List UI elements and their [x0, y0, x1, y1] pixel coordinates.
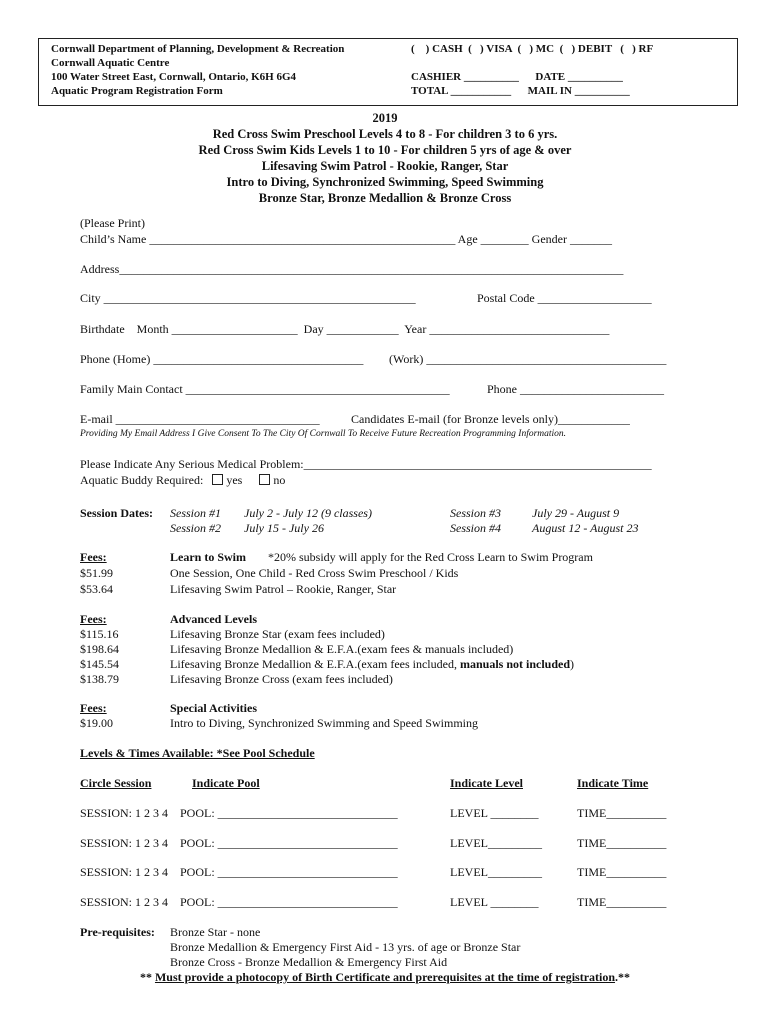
time-field[interactable]: TIME__________ — [577, 836, 667, 850]
col-indicate-level: Indicate Level — [450, 776, 523, 790]
session-3-label: Session #3 — [450, 506, 501, 520]
fees-label-2: Fees: — [80, 612, 107, 626]
level-field[interactable]: LEVEL_________ — [450, 865, 542, 879]
session-select[interactable]: SESSION: 1 2 3 4 — [80, 836, 169, 850]
form-name: Aquatic Program Registration Form — [51, 85, 223, 97]
note-suffix: .** — [615, 970, 631, 984]
session-select[interactable]: SESSION: 1 2 3 4 — [80, 895, 169, 909]
level-field[interactable]: LEVEL ________ — [450, 895, 539, 909]
fee-description: Intro to Diving, Synchronized Swimming and Speed Swimming — [170, 716, 478, 730]
prerequisite-item: Bronze Star - none — [170, 925, 261, 939]
session-select[interactable]: SESSION: 1 2 3 4 — [80, 865, 169, 879]
session-3-dates: July 29 - August 9 — [532, 506, 620, 520]
manuals-not-included: manuals not included — [459, 657, 571, 671]
child-name-field[interactable]: Child’s Name ___________________________________________________ Age ________ Gender _______ — [80, 232, 612, 246]
advanced-levels-heading: Advanced Levels — [170, 612, 257, 626]
prerequisite-item: Bronze Cross - Bronze Medallion & Emergency First Aid — [170, 955, 448, 969]
fee-price: $53.64 — [80, 582, 113, 596]
time-field[interactable]: TIME__________ — [577, 895, 667, 909]
fee-price: $115.16 — [80, 627, 119, 641]
fee-description-part: ) — [570, 657, 575, 671]
org-name: Cornwall Department of Planning, Development & Recreation — [51, 43, 345, 55]
col-indicate-time: Indicate Time — [577, 776, 649, 790]
col-circle-session: Circle Session — [80, 776, 152, 790]
note-prefix: ** — [139, 970, 155, 984]
session-4-label: Session #4 — [450, 521, 501, 535]
please-print-note: (Please Print) — [80, 216, 145, 230]
facility-name: Cornwall Aquatic Centre — [51, 57, 170, 69]
session-1-label: Session #1 — [170, 506, 221, 520]
office-use-block — [411, 42, 653, 98]
col-indicate-pool: Indicate Pool — [192, 776, 260, 790]
medical-problem-field[interactable]: Please Indicate Any Serious Medical Problem:__________________________________________________________ — [80, 457, 652, 471]
fee-price: $145.54 — [80, 657, 119, 671]
organization-block — [51, 42, 344, 98]
address-line: 100 Water Street East, Cornwall, Ontario, K6H 6G4 — [51, 71, 297, 83]
email-consent-note: Providing My Email Address I Give Consent To The City Of Cornwall To Receive Future Recreation Programming Information. — [80, 429, 567, 439]
total-mail-fields[interactable]: TOTAL ___________ MAIL IN __________ — [411, 85, 630, 97]
pool-field[interactable]: POOL: ______________________________ — [180, 865, 398, 879]
phone-home-field[interactable]: Phone (Home) ___________________________________ — [80, 352, 364, 366]
subsidy-note: *20% subsidy will apply for the Red Cross Learn to Swim Program — [268, 550, 593, 564]
session-2-label: Session #2 — [170, 521, 221, 535]
prerequisites-label: Pre-requisites: — [80, 925, 155, 939]
fee-description: Lifesaving Bronze Star (exam fees included) — [170, 627, 385, 641]
program-title-block — [0, 110, 770, 206]
program-line-3: Lifesaving Swim Patrol - Rookie, Ranger, Star — [261, 159, 509, 173]
fee-description: Lifesaving Bronze Cross (exam fees included) — [170, 672, 393, 686]
buddy-yes-label: yes — [226, 473, 243, 487]
fees-label-3: Fees: — [80, 701, 107, 715]
session-select[interactable]: SESSION: 1 2 3 4 — [80, 806, 169, 820]
candidates-email-field[interactable]: Candidates E-mail (for Bronze levels only)____________ — [351, 412, 630, 426]
fee-price: $138.79 — [80, 672, 119, 686]
fee-description: Lifesaving Swim Patrol – Rookie, Ranger, Star — [170, 582, 397, 596]
email-field[interactable]: E-mail __________________________________ — [80, 412, 320, 426]
time-field[interactable]: TIME__________ — [577, 806, 667, 820]
program-line-4: Intro to Diving, Synchronized Swimming, Speed Swimming — [226, 175, 544, 189]
payment-options[interactable]: ( ) CASH ( ) VISA ( ) MC ( ) DEBIT ( ) RF — [411, 43, 654, 55]
session-2-dates: July 15 - July 26 — [244, 521, 324, 535]
family-phone-field[interactable]: Phone ________________________ — [487, 382, 664, 396]
pool-field[interactable]: POOL: ______________________________ — [180, 806, 398, 820]
levels-times-heading: Levels & Times Available: *See Pool Schedule — [80, 746, 315, 760]
city-field[interactable]: City ____________________________________________________ — [80, 291, 416, 305]
aquatic-buddy-row — [80, 473, 285, 488]
header-box — [38, 38, 738, 106]
fees-label-1: Fees: — [80, 550, 107, 564]
address-field[interactable]: Address____________________________________________________________________________________ — [80, 262, 624, 276]
learn-to-swim-heading: Learn to Swim — [170, 550, 246, 564]
fee-description: Lifesaving Bronze Medallion & E.F.A.(exam fees & manuals included) — [170, 642, 514, 656]
birthdate-field[interactable]: Birthdate Month _____________________ Day ____________ Year ______________________________ — [80, 322, 610, 336]
prerequisite-item: Bronze Medallion & Emergency First Aid - 13 yrs. of age or Bronze Star — [170, 940, 521, 954]
pool-field[interactable]: POOL: ______________________________ — [180, 895, 398, 909]
buddy-yes-checkbox[interactable] — [212, 474, 223, 485]
birth-certificate-note — [0, 970, 770, 985]
pool-field[interactable]: POOL: ______________________________ — [180, 836, 398, 850]
fee-description-part: Lifesaving Bronze Medallion & E.F.A.(exam fees included, — [170, 657, 460, 671]
time-field[interactable]: TIME__________ — [577, 865, 667, 879]
fee-description — [170, 657, 574, 672]
session-1-dates: July 2 - July 12 (9 classes) — [244, 506, 372, 520]
buddy-no-checkbox[interactable] — [259, 474, 270, 485]
level-field[interactable]: LEVEL_________ — [450, 836, 542, 850]
fee-price: $51.99 — [80, 566, 113, 580]
fee-price: $198.64 — [80, 642, 119, 656]
program-line-2: Red Cross Swim Kids Levels 1 to 10 - For children 5 yrs of age & over — [198, 143, 572, 157]
fee-price: $19.00 — [80, 716, 113, 730]
fee-description: One Session, One Child - Red Cross Swim Preschool / Kids — [170, 566, 459, 580]
family-contact-field[interactable]: Family Main Contact ____________________________________________ — [80, 382, 450, 396]
special-activities-heading: Special Activities — [170, 701, 257, 715]
session-4-dates: August 12 - August 23 — [532, 521, 639, 535]
year: 2019 — [372, 111, 398, 125]
cashier-date-fields[interactable]: CASHIER __________ DATE __________ — [411, 71, 623, 83]
level-field[interactable]: LEVEL ________ — [450, 806, 539, 820]
session-dates-label: Session Dates: — [80, 506, 154, 520]
buddy-no-label: no — [273, 473, 286, 487]
note-main: Must provide a photocopy of Birth Certificate and prerequisites at the time of registration — [154, 970, 616, 984]
phone-work-field[interactable]: (Work) ________________________________________ — [389, 352, 667, 366]
program-line-5: Bronze Star, Bronze Medallion & Bronze Cross — [258, 191, 512, 205]
postal-code-field[interactable]: Postal Code ___________________ — [477, 291, 652, 305]
aquatic-buddy-label: Aquatic Buddy Required: — [80, 473, 204, 487]
program-line-1: Red Cross Swim Preschool Levels 4 to 8 - For children 3 to 6 yrs. — [212, 127, 558, 141]
